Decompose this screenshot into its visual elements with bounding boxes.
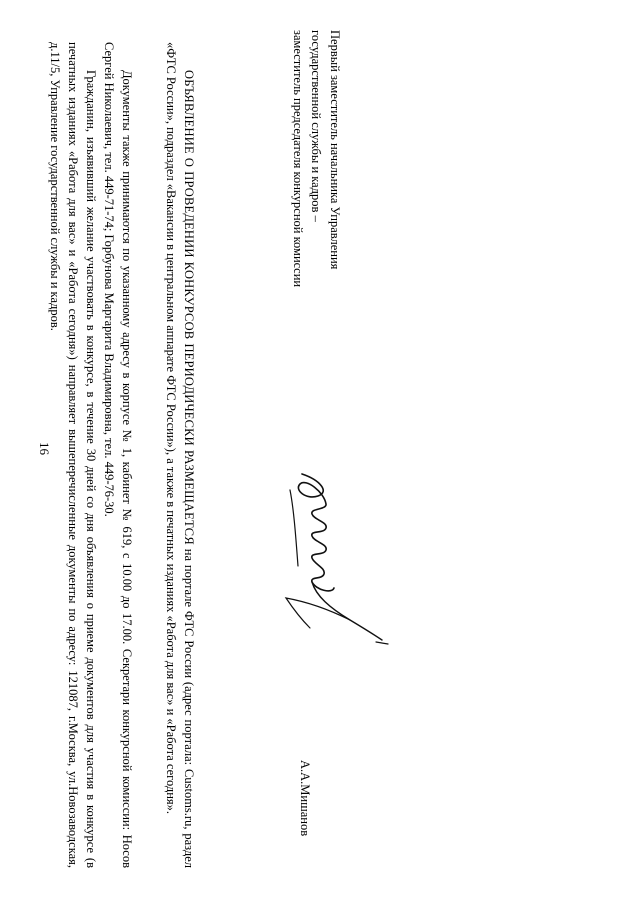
handwritten-signature: [270, 470, 390, 650]
paragraph-announcement: [162, 42, 198, 868]
signer-position: [288, 30, 344, 370]
announcement-heading: ОБЪЯВЛЕНИЕ О ПРОВЕДЕНИИ КОНКУРСОВ ПЕРИОДИЧЕСКИ РАЗМЕЩАЕТСЯ: [182, 70, 196, 545]
paragraph-contacts: Документы также принимаются по указанному адресу в корпусе № 1, кабинет № 619, с 10.00 до 17.00. Секретари конкурсной комиссии: Носов Сергей Николаевич, тел. 449-71-74; Горбунова Маргарита Владимировна, тел. 449-76-30.: [101, 42, 134, 868]
page-number: 16: [37, 442, 52, 455]
announcement-text: на портале ФТС России (адрес портала: Customs.ru, раздел «ФТС России», подраздел «Вакансии в центральном аппарате ФТС России»), а также в печатных изданиях «Работа для вас» и «Работа сегодня».: [163, 42, 196, 868]
signer-line-3: заместитель председателя конкурсной комиссии: [290, 30, 305, 288]
signer-line-2: государственной службы и кадров –: [309, 30, 324, 222]
signatory-name: А.А.Мишанов: [298, 760, 312, 837]
paragraph-submission: Гражданин, изъявивший желание участвовать в конкурсе, в течение 30 дней со дня объявления о приеме документов для участия в конкурсе (в печатных изданиях «Работа для вас» и «Работа сегодня») направляет вышеперечисленные документы по адресу: 121087, г.Москва, ул.Новозаводская, д.11/5, Управление государственной службы и кадров.: [47, 42, 98, 868]
signer-line-1: Первый заместитель начальника Управления: [328, 30, 342, 270]
